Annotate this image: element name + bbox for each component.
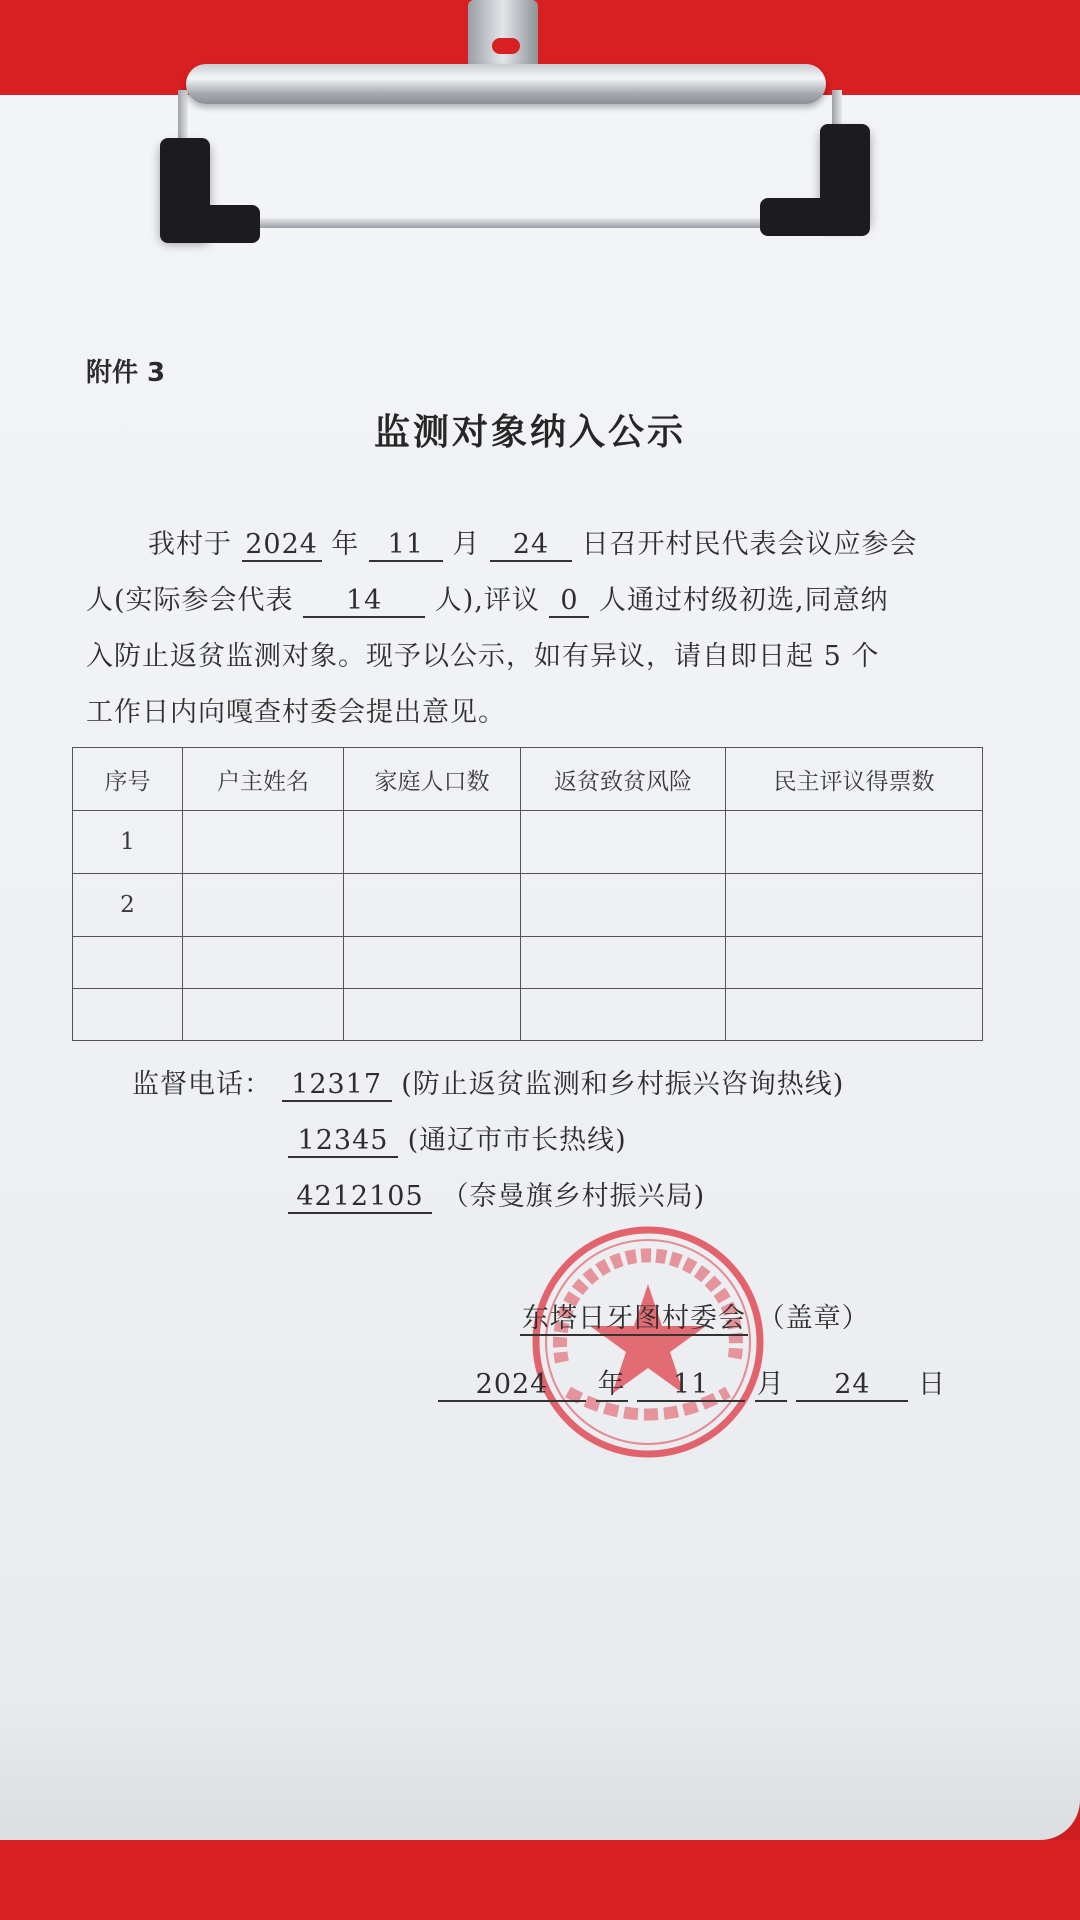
- clipboard-hanger: [468, 0, 538, 64]
- table-cell: 2: [73, 874, 183, 937]
- body-line-2: 人(实际参会代表 14 人),评议 0 人通过村级初选,同意纳: [86, 578, 889, 618]
- table-row: [73, 811, 983, 874]
- table-cell: [726, 874, 983, 937]
- table-cell: [183, 989, 344, 1041]
- document-title: 监测对象纳入公示: [373, 412, 686, 453]
- table-cell: [73, 989, 183, 1041]
- attendee-count: 14: [303, 585, 425, 618]
- header-serial: 序号: [73, 748, 183, 811]
- hotline-desc: (防止返贫监测和乡村振兴咨询热线): [401, 1069, 845, 1100]
- official-seal: [528, 1222, 768, 1462]
- signature-day: 24: [796, 1369, 908, 1402]
- table-cell: [521, 811, 726, 874]
- table-row: [73, 937, 983, 989]
- header-poverty-risk: 返贫致贫风险: [521, 748, 726, 811]
- clip-wire-bottom: [200, 218, 810, 228]
- hotline-row-3: [288, 1174, 705, 1214]
- body-line-3: 入防止返贫监测对象。现予以公示，如有异议，请自即日起 5 个: [86, 641, 880, 672]
- clip-foot-right-base: [760, 198, 870, 236]
- seal-note: （盖章）: [757, 1303, 870, 1334]
- annex-label: 附件 3: [86, 358, 166, 388]
- hotline-number: 4212105: [288, 1181, 432, 1214]
- body-line-4: 工作日内向嘎查村委会提出意见。: [86, 697, 506, 728]
- table-cell: [344, 874, 521, 937]
- hotline-row-1: [132, 1062, 844, 1102]
- hotline-number: 12345: [288, 1125, 398, 1158]
- meeting-month: 11: [369, 529, 443, 562]
- table-cell: [344, 811, 521, 874]
- table-cell: [183, 811, 344, 874]
- signature-month: 11: [637, 1369, 745, 1402]
- hotline-label: 监督电话：: [132, 1069, 272, 1100]
- table-cell: [183, 937, 344, 989]
- table-row: [73, 874, 983, 937]
- monitoring-table: [72, 747, 983, 1041]
- table-cell: [344, 989, 521, 1041]
- table-cell: [344, 937, 521, 989]
- signature-date: 2024 年 11 月 24 日: [438, 1362, 946, 1402]
- header-family-size: 家庭人口数: [344, 748, 521, 811]
- table-cell: [726, 811, 983, 874]
- body-line-1: 我村于 2024 年 11 月 24 日召开村民代表会议应参会: [148, 522, 918, 562]
- hotline-desc: （奈曼旗乡村振兴局): [441, 1181, 706, 1212]
- table-cell: [183, 874, 344, 937]
- clipboard-clamp-bar: [186, 64, 826, 104]
- meeting-day: 24: [490, 529, 572, 562]
- table-cell: [726, 937, 983, 989]
- signature-year: 2024: [438, 1369, 586, 1402]
- table-cell: [73, 937, 183, 989]
- hotline-number: 12317: [282, 1069, 392, 1102]
- clipboard-hanger-hole: [492, 38, 520, 54]
- header-votes: 民主评议得票数: [726, 748, 983, 811]
- clip-foot-left-base: [160, 205, 260, 243]
- table-cell: [521, 989, 726, 1041]
- table-cell: [521, 874, 726, 937]
- table-cell: [726, 989, 983, 1041]
- header-household-head: 户主姓名: [183, 748, 344, 811]
- table-row: [73, 989, 983, 1041]
- meeting-year: 2024: [242, 529, 322, 562]
- table-cell: [521, 937, 726, 989]
- committee-name: 东塔日牙图村委会: [520, 1303, 748, 1336]
- hotline-row-2: [288, 1118, 627, 1158]
- table-header-row: [73, 748, 983, 811]
- table-cell: 1: [73, 811, 183, 874]
- signature-line: [520, 1296, 870, 1336]
- reviewed-count: 0: [549, 585, 589, 618]
- hotline-desc: (通辽市市长热线): [407, 1125, 627, 1156]
